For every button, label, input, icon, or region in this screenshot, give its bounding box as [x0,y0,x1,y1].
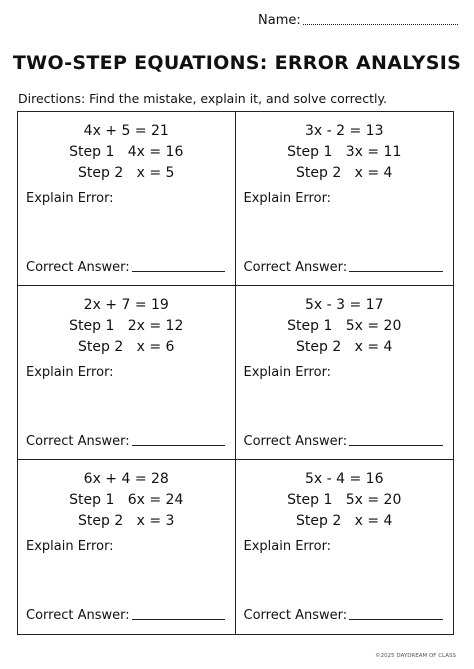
correct-answer-field[interactable] [244,608,444,623]
correct-answer-blank[interactable] [132,445,225,446]
problem-step-1: Step 1 2x = 12 [69,318,184,334]
correct-answer-field[interactable] [244,434,444,449]
problem-step-1: Step 1 5x = 20 [287,492,402,508]
problem-cell-1 [18,112,236,286]
problem-step-2: Step 2 x = 3 [78,513,175,529]
correct-answer-blank[interactable] [349,445,443,446]
directions-text: Directions: Find the mistake, explain it, and solve correctly. [18,91,388,106]
problem-equation: 5x - 4 = 16 [305,471,384,487]
correct-answer-label: Correct Answer: [26,608,130,623]
correct-answer-blank[interactable] [349,619,443,620]
explain-error-label: Explain Error: [26,539,114,554]
problem-equation: 3x - 2 = 13 [305,123,384,139]
correct-answer-blank[interactable] [132,271,225,272]
problem-step-2: Step 2 x = 5 [78,165,175,181]
problem-equation: 6x + 4 = 28 [83,471,169,487]
copyright-notice: ©2025 DAYDREAM OF CLASS [375,653,456,659]
problem-step-1: Step 1 4x = 16 [69,144,184,160]
correct-answer-blank[interactable] [132,619,225,620]
correct-answer-label: Correct Answer: [243,608,348,623]
correct-answer-field[interactable] [26,260,225,275]
problem-step-1: Step 1 3x = 11 [287,144,402,160]
explain-error-label: Explain Error: [26,191,114,206]
explain-error-label: Explain Error: [243,191,332,206]
problem-cell-4 [236,286,454,460]
problem-equation: 4x + 5 = 21 [83,123,169,139]
problem-cell-6 [236,460,454,634]
name-field[interactable] [258,8,458,28]
explain-error-label: Explain Error: [26,365,114,380]
problem-step-2: Step 2 x = 4 [296,513,393,529]
correct-answer-field[interactable] [244,260,444,275]
correct-answer-field[interactable] [26,434,225,449]
correct-answer-label: Correct Answer: [26,434,130,449]
problem-grid [17,111,454,635]
problem-equation: 5x - 3 = 17 [305,297,384,313]
explain-error-label: Explain Error: [243,539,332,554]
problem-cell-2 [236,112,454,286]
problem-step-1: Step 1 5x = 20 [287,318,402,334]
problem-step-2: Step 2 x = 6 [78,339,175,355]
problem-cell-5 [18,460,236,634]
correct-answer-field[interactable] [26,608,225,623]
name-label: Name: [258,13,301,28]
correct-answer-label: Correct Answer: [243,260,348,275]
correct-answer-label: Correct Answer: [243,434,348,449]
problem-step-2: Step 2 x = 4 [296,165,393,181]
correct-answer-label: Correct Answer: [26,260,130,275]
problem-equation: 2x + 7 = 19 [83,297,169,313]
name-blank-line[interactable] [303,24,458,25]
correct-answer-blank[interactable] [349,271,443,272]
problem-step-2: Step 2 x = 4 [296,339,393,355]
worksheet-title: TWO-STEP EQUATIONS: ERROR ANALYSIS [12,52,462,74]
problem-cell-3 [18,286,236,460]
problem-step-1: Step 1 6x = 24 [69,492,184,508]
explain-error-label: Explain Error: [243,365,332,380]
